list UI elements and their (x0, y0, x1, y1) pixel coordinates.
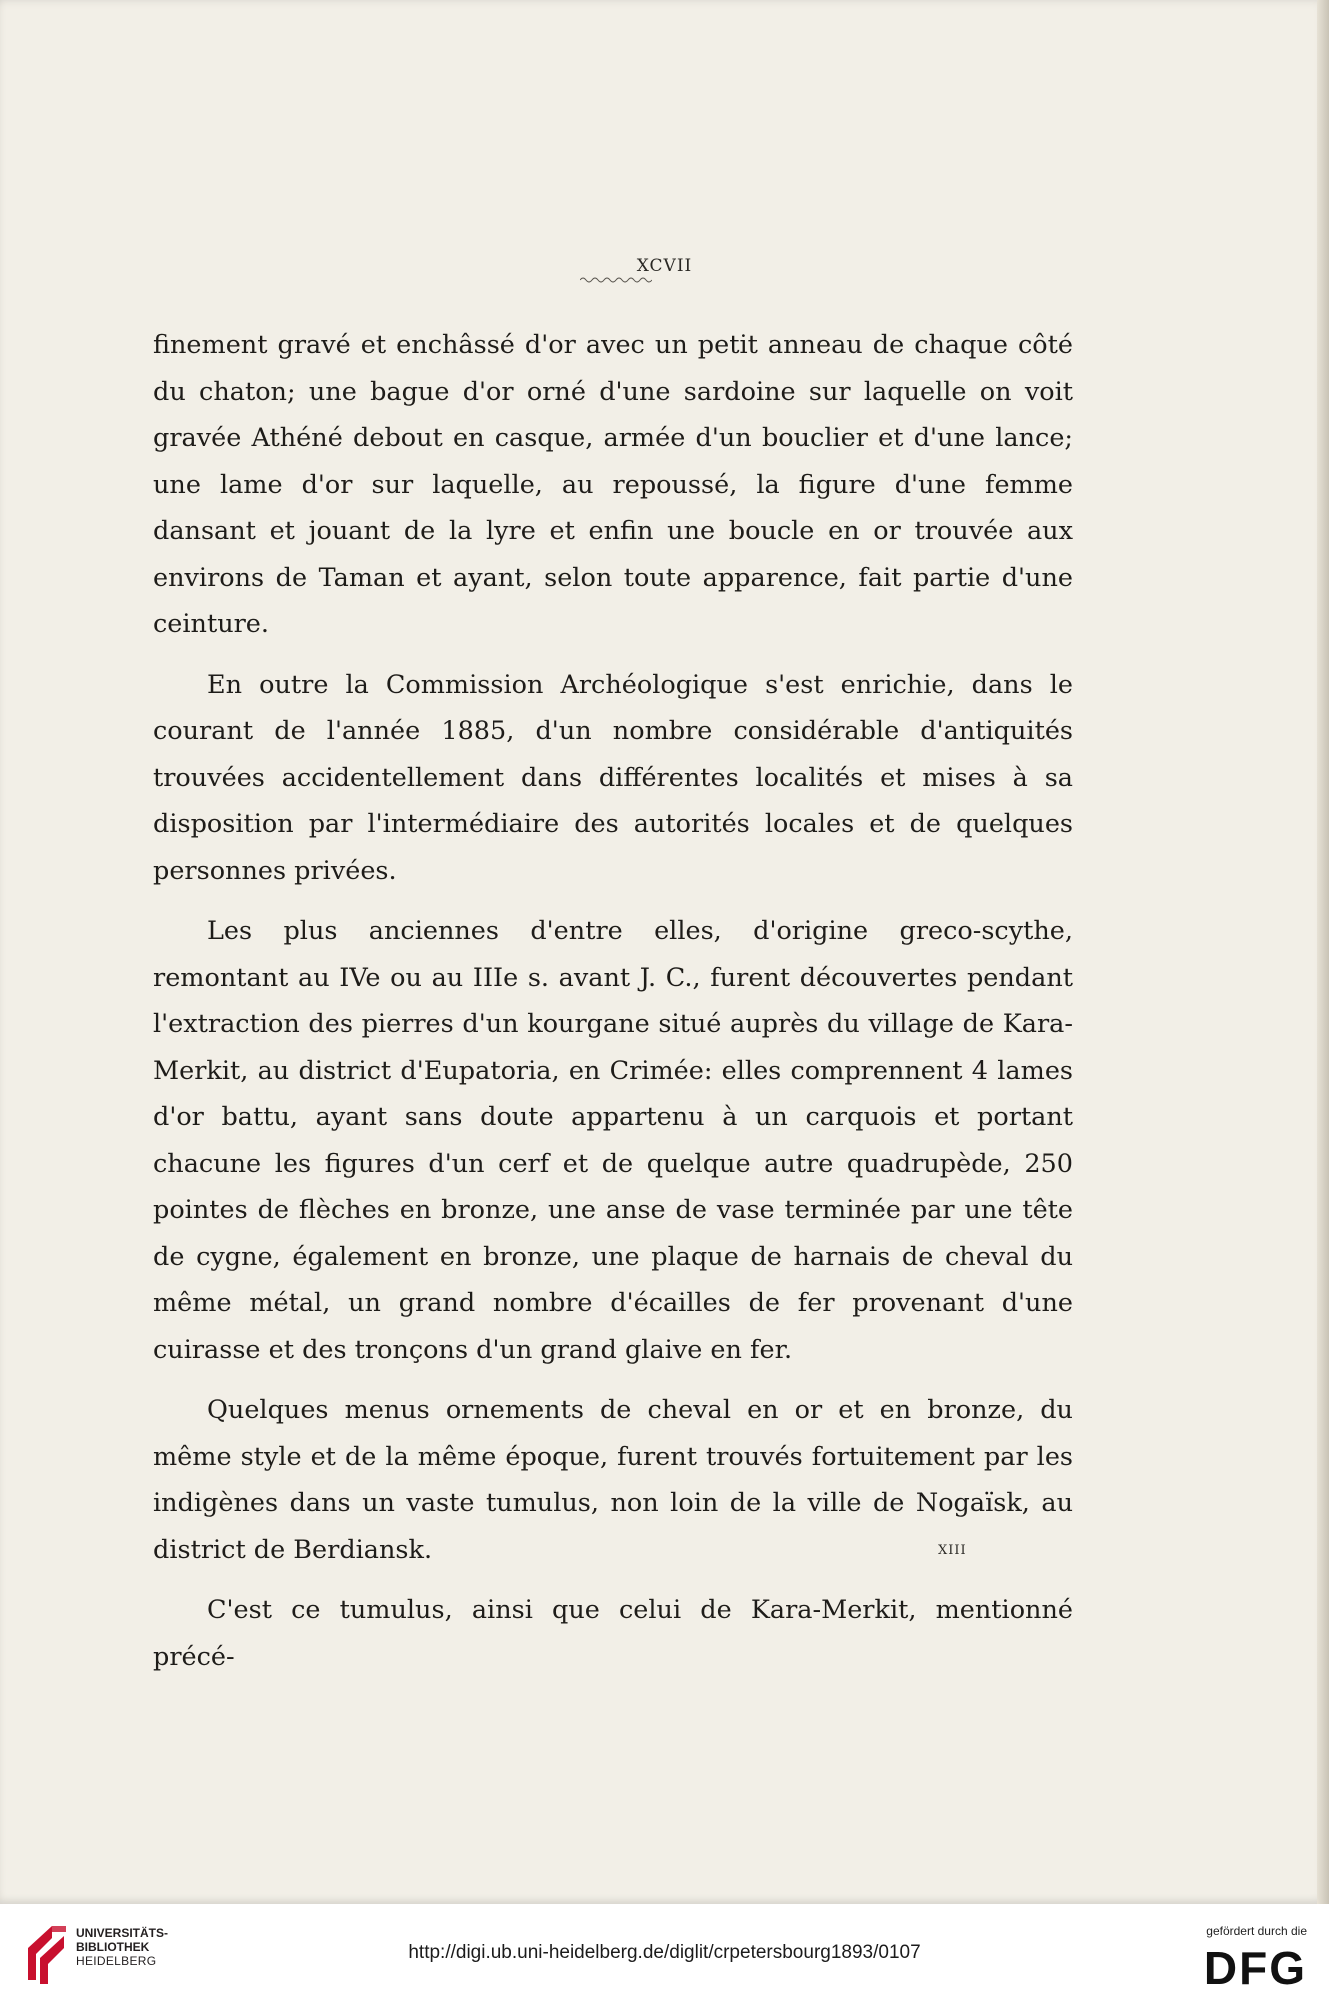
library-line: UNIVERSITÄTS- (76, 1926, 169, 1940)
body-text (153, 322, 1073, 1694)
page-number: XCVII (636, 256, 693, 276)
ornament-wave-icon (580, 276, 652, 284)
footer-bar (0, 1904, 1329, 2007)
signature-mark: XIII (938, 1543, 967, 1558)
page-edge (1317, 0, 1329, 1904)
paragraph: finement gravé et enchâssé d'or avec un petit anneau de chaque côté du chaton; une bague d'or orné d'une sardoine sur laquelle on voit gravée Athéné debout en casque, armée d'un bouclier et d'une lance; une lame d'or sur laquelle, au repoussé, la figure d'une femme dansant et jouant de la lyre et enfin une boucle en or trouvée aux environs de Taman et ayant, selon toute apparence, fait partie d'une ceinture. (153, 330, 1073, 639)
paragraph: En outre la Commission Archéologique s'est enrichie, dans le courant de l'année 1885, d'un nombre considérable d'antiquités trouvées accidentellement dans différentes localités et mises à sa disposition par l'intermédiaire des autorités locales et de quelques personnes privées. (153, 669, 1073, 886)
paragraph: C'est ce tumulus, ainsi que celui de Kara-Merkit, mentionné précé- (153, 1595, 1073, 1672)
library-line: HEIDELBERG (76, 1954, 157, 1968)
paragraph: Quelques menus ornements de cheval en or et en bronze, du même style et de la même époque, furent trouvés fortuitement par les indigènes dans un vaste tumulus, non loin de la ville de Nogaïsk, au district de Berdiansk. (153, 1395, 1073, 1565)
library-line: BIBLIOTHEK (76, 1940, 150, 1954)
dfg-logo-text: DFG (1203, 1944, 1307, 1988)
funding-caption: gefördert durch die (1206, 1924, 1307, 1938)
permalink-url[interactable]: http://digi.ub.uni-heidelberg.de/diglit/crpetersbourg1893/0107 (408, 1942, 921, 1963)
paragraph: Les plus anciennes d'entre elles, d'origine greco-scythe, remontant au IVe ou au IIIe s. avant J. C., furent découvertes pendant l'extraction des pierres d'un kourgane situé auprès du village de Kara-Merkit, au district d'Eupatoria, en Crimée: elles comprennent 4 lames d'or battu, ayant sans doute appartenu à un carquois et portant chacune les figures d'un cerf et de quelque autre quadrupède, 250 pointes de flèches en bronze, une anse de vase terminée par une tête de cygne, également en bronze, une plaque de harnais de cheval du même métal, un grand nombre d'écailles de fer provenant d'une cuirasse et des tronçons d'un grand glaive en fer. (153, 916, 1073, 1365)
dfg-logo-icon (1185, 1944, 1307, 1988)
